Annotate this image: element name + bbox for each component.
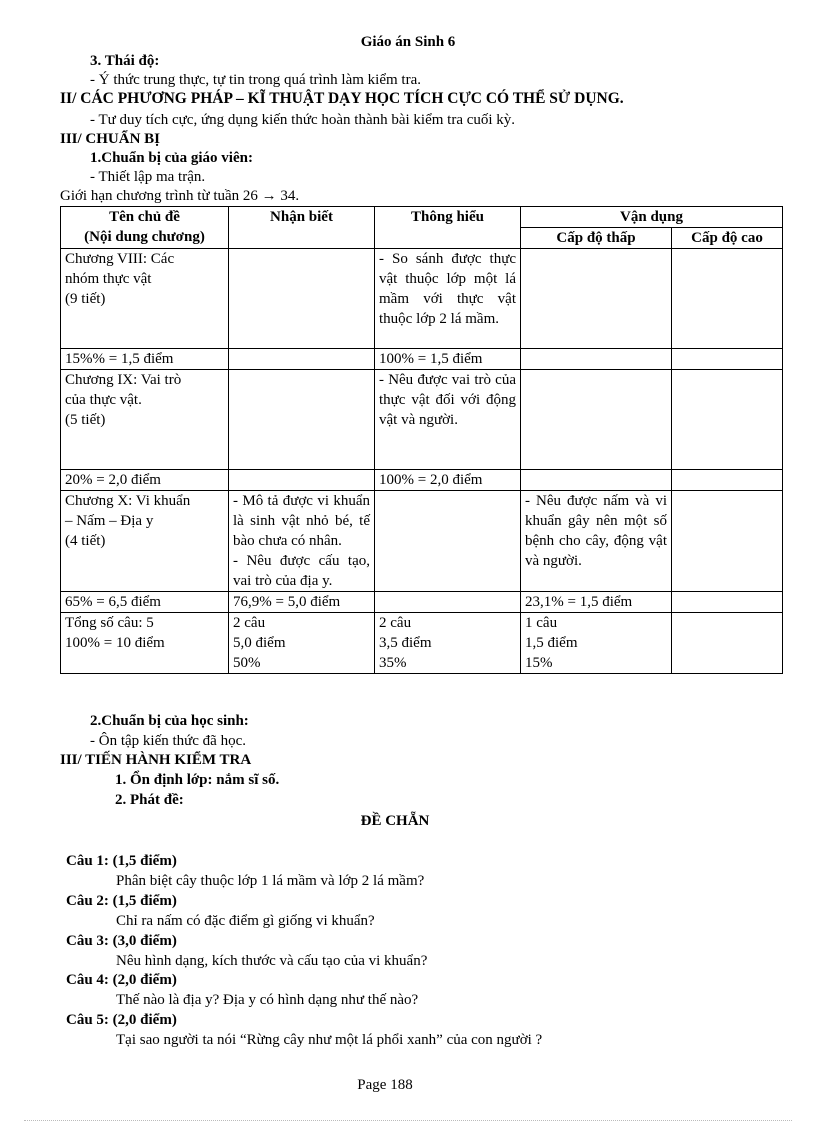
question-5-label: Câu 5: (2,0 điểm) xyxy=(66,1012,177,1028)
row1-understand: - So sánh được thực vật thuộc lớp một lá mầm với thực vật thuộc lớp 2 lá mầm. xyxy=(375,249,521,349)
table-row xyxy=(61,249,783,349)
prep-heading: III/ CHUẨN BỊ xyxy=(60,131,161,147)
total-topic: Tổng số câu: 5 100% = 10 điểm xyxy=(61,613,229,674)
teacher-prep-line: - Thiết lập ma trận. xyxy=(90,169,206,185)
question-2-text: Chỉ ra nấm có đặc điểm gì giống vi khuẩn? xyxy=(116,913,375,929)
header-apply-high: Cấp độ cao xyxy=(672,228,783,249)
footer-divider xyxy=(24,1120,792,1121)
row1-understand-score: 100% = 1,5 điểm xyxy=(375,349,521,370)
methods-heading: II/ CÁC PHƯƠNG PHÁP – KĨ THUẬT DẠY HỌC TÍCH CỰC CÓ THỂ SỬ DỤNG. xyxy=(60,90,624,107)
table-row xyxy=(61,470,783,491)
total-know: 2 câu 5,0 điểm 50% xyxy=(229,613,375,674)
program-range-line: Giới hạn chương trình từ tuần 26 → 34. xyxy=(60,188,300,204)
row3-low-score: 23,1% = 1,5 điểm xyxy=(521,592,672,613)
row1-topic: Chương VIII: Các nhóm thực vật (9 tiết) xyxy=(61,249,229,349)
teacher-prep-heading: 1.Chuẩn bị của giáo viên: xyxy=(90,150,253,166)
student-prep-line: - Ôn tập kiến thức đã học. xyxy=(90,733,246,749)
table-total-row xyxy=(61,613,783,674)
row3-know: - Mô tả được vi khuẩn là sinh vật nhỏ bé, tế bào chưa có nhân. - Nêu được cấu tạo, vai trò của địa y. xyxy=(229,491,375,592)
question-3-label: Câu 3: (3,0 điểm) xyxy=(66,933,177,949)
row2-understand: - Nêu được vai trò của thực vật đối với động vật và người. xyxy=(375,370,521,470)
question-4-label: Câu 4: (2,0 điểm) xyxy=(66,972,177,988)
page-number: Page 188 xyxy=(357,1077,413,1093)
exam-step1: 1. Ổn định lớp: nắm sĩ số. xyxy=(115,772,280,788)
header-understand: Thông hiểu xyxy=(375,207,521,249)
table-row xyxy=(61,491,783,592)
table-row xyxy=(61,370,783,470)
row3-topic: Chương X: Vi khuẩn – Nấm – Địa y (4 tiết) xyxy=(61,491,229,592)
exam-heading: III/ TIẾN HÀNH KIỂM TRA xyxy=(60,752,252,768)
header-topic: Tên chủ đề (Nội dung chương) xyxy=(61,207,229,249)
student-prep-heading: 2.Chuẩn bị của học sinh: xyxy=(90,713,249,729)
question-1-text: Phân biệt cây thuộc lớp 1 lá mầm và lớp 2 lá mầm? xyxy=(116,873,425,889)
header-apply: Vận dụng xyxy=(521,207,783,228)
row1-score: 15%% = 1,5 điểm xyxy=(61,349,229,370)
assessment-matrix-table xyxy=(60,206,783,674)
question-3-text: Nêu hình dạng, kích thước và cấu tạo của vi khuẩn? xyxy=(116,953,428,969)
exam-step2: 2. Phát đề: xyxy=(115,792,184,808)
row3-apply-low: - Nêu được nấm và vi khuẩn gây nên một số bệnh cho cây, động vật và người. xyxy=(521,491,672,592)
row2-score: 20% = 2,0 điểm xyxy=(61,470,229,491)
table-header-row xyxy=(61,207,783,228)
page-header: Giáo án Sinh 6 xyxy=(360,34,456,50)
question-2-label: Câu 2: (1,5 điểm) xyxy=(66,893,177,909)
header-know: Nhận biết xyxy=(229,207,375,249)
total-understand: 2 câu 3,5 điểm 35% xyxy=(375,613,521,674)
header-apply-low: Cấp độ thấp xyxy=(521,228,672,249)
attitude-heading: 3. Thái độ: xyxy=(90,53,160,69)
table-row xyxy=(61,592,783,613)
row2-topic: Chương IX: Vai trò của thực vật. (5 tiết) xyxy=(61,370,229,470)
question-4-text: Thế nào là địa y? Địa y có hình dạng như thế nào? xyxy=(116,992,419,1008)
exam-title: ĐỀ CHẴN xyxy=(360,813,430,829)
attitude-line: - Ý thức trung thực, tự tin trong quá trình làm kiểm tra. xyxy=(90,72,421,88)
question-1-label: Câu 1: (1,5 điểm) xyxy=(66,853,177,869)
methods-line: - Tư duy tích cực, ứng dụng kiến thức hoàn thành bài kiểm tra cuối kỳ. xyxy=(90,112,516,128)
row3-know-score: 76,9% = 5,0 điểm xyxy=(229,592,375,613)
question-5-text: Tại sao người ta nói “Rừng cây như một lá phổi xanh” của con người ? xyxy=(116,1032,543,1048)
table-row xyxy=(61,349,783,370)
row2-understand-score: 100% = 2,0 điểm xyxy=(375,470,521,491)
total-low: 1 câu 1,5 điểm 15% xyxy=(521,613,672,674)
row3-score: 65% = 6,5 điểm xyxy=(61,592,229,613)
